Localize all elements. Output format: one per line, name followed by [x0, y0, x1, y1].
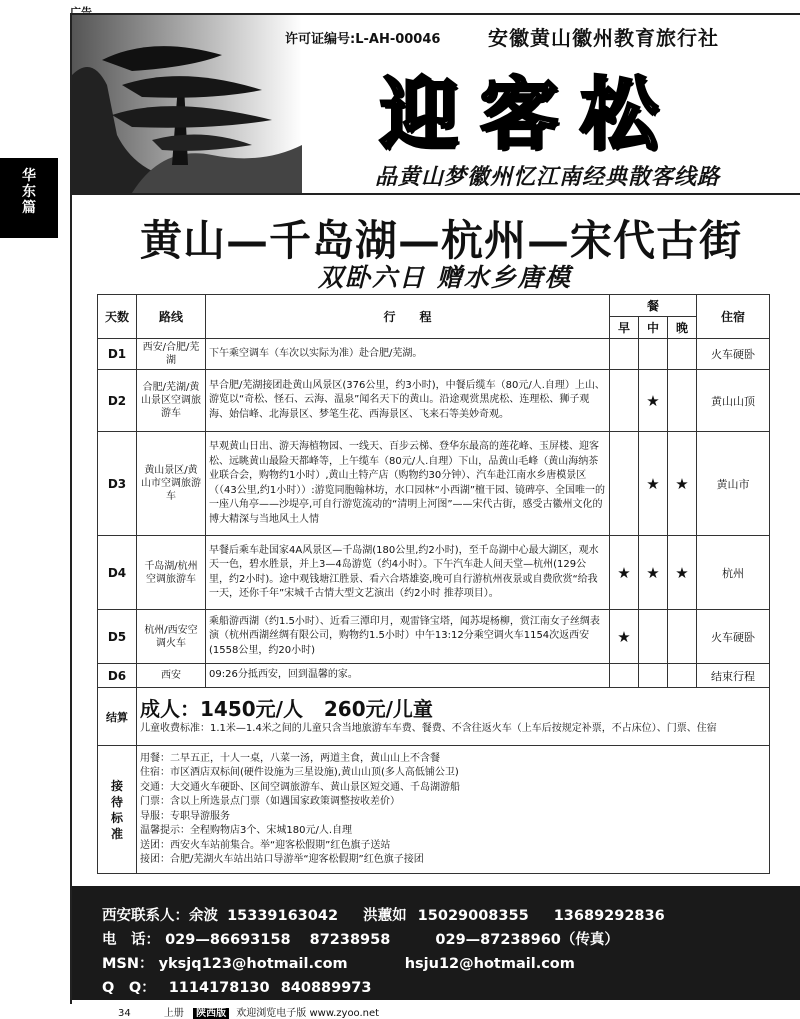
header-dinner: 晚: [668, 317, 697, 339]
itinerary-cell: 09:26分抵西安，回到温馨的家。: [206, 664, 610, 688]
contact-phone-3: 13689292836: [553, 908, 665, 924]
brand-title: 迎客松: [380, 69, 681, 160]
qq-value-1: 1114178130: [168, 980, 270, 996]
reception-row: [98, 746, 770, 874]
table-row: [98, 536, 770, 610]
day-cell: D3: [98, 432, 137, 536]
table-row: [98, 610, 770, 664]
header-stay: 住宿: [697, 295, 770, 339]
stay-cell: 黄山市: [697, 432, 770, 536]
lunch-cell: ★: [639, 536, 668, 610]
contact-phone-2: 15029008355: [417, 908, 529, 924]
fax-value: 029—87238960（传真）: [435, 932, 619, 948]
itinerary-cell: 早餐后乘车赴国家4A风景区—千岛湖(180公里,约2小时)，至千岛湖中心最大湖区，观水天一色，碧水胜景，并上3—4岛游览（约4小时）。下午汽车赴人间天堂—杭州(129公里，约2小时)。途中观钱塘江胜景、看六合塔雄姿,晚可自行游杭州夜景或自费欣赏“给我一天，还你千年”宋城千古情大型文艺演出（约2小时 推荐项目）。: [206, 536, 610, 610]
reception-line: 导服：专职导游服务: [140, 810, 230, 822]
reception-line: 送团：西安火车站前集合。举“迎客松假期”红色旗子送站: [140, 839, 391, 851]
side-tab-char: 华: [22, 168, 36, 184]
page-footer: [118, 1004, 379, 1019]
contact-line-4: [102, 976, 372, 997]
itinerary-cell: 下午乘空调车（车次以实际为准）赴合肥/芜湖。: [206, 339, 610, 370]
phone-value-2: 87238958: [309, 932, 391, 948]
settlement-label: 结算: [98, 688, 137, 746]
price-line: [140, 696, 766, 722]
settlement-row: [98, 688, 770, 746]
header-day: 天数: [98, 295, 137, 339]
side-tab-east-china: [0, 158, 58, 238]
lunch-cell: [639, 339, 668, 370]
reception-label-text: 接待标准: [110, 778, 123, 841]
phone-value-1: 029—86693158: [165, 932, 291, 948]
itinerary-cell: 早观黄山日出、游天海植物园、一线天、百步云梯、登华东最高的莲花峰、玉屏楼、迎客松、远眺黄山最险天都峰等，上午缆车（80元/人.自理）下山，品黄山毛峰（黄山海纳茶业联合会，购物约1小时）,黄山土特产店（购物约30分钟）、汽车赴江南水乡唐模景区（（43公里,约1小时））:游览同胞翰林坊，水口园林“小西湖”檀干园、镜碑亭、全国唯一的一座八角亭——沙堤亭,可自行游览流动的“清明上河图”——宋代古街，感受古徽州文化的博大精深与当地风土人情: [206, 432, 610, 536]
lunch-cell: [639, 610, 668, 664]
header-itinerary: 行 程: [206, 295, 610, 339]
price-child: 260元/儿童: [323, 697, 433, 722]
settlement-cell: [137, 688, 770, 746]
stay-cell: 火车硬卧: [697, 610, 770, 664]
reception-line: 住宿：市区酒店双标间(硬件设施为三星设施),黄山山顶(多人高低铺公卫): [140, 767, 459, 778]
volume-label: 上册: [163, 1008, 184, 1019]
qq-label: Q Q：: [102, 980, 156, 996]
dinner-cell: [668, 664, 697, 688]
route-cell: 合肥/芜湖/黄山景区空调旅游车: [137, 370, 206, 432]
dinner-cell: ★: [668, 432, 697, 536]
msn-label: MSN：: [102, 956, 154, 972]
itinerary-cell: 乘船游西湖（约1.5小时）、近看三潭印月，观雷锋宝塔，闻苏堤杨柳，赏江南女子丝绸表演（杭州西湖丝绸有限公司，购物约1.5小时）中午13:12分乘空调火车1154次返西安(1558公里，约20小时): [206, 610, 610, 664]
itinerary-table: [97, 294, 770, 874]
breakfast-cell: [610, 370, 639, 432]
table-row: [98, 432, 770, 536]
reception-label: [98, 746, 137, 874]
breakfast-cell: [610, 664, 639, 688]
dinner-cell: ★: [668, 536, 697, 610]
price-adult: 成人：1450元/人: [140, 697, 303, 722]
header-breakfast: 早: [610, 317, 639, 339]
route-cell: 千岛湖/杭州空调旅游车: [137, 536, 206, 610]
breakfast-cell: [610, 432, 639, 536]
header-meals: 餐: [610, 295, 697, 317]
lunch-cell: ★: [639, 370, 668, 432]
dinner-cell: [668, 339, 697, 370]
license-number: 许可证编号:L-AH-00046: [285, 32, 441, 47]
reception-line: 温馨提示：全程购物店3个、宋城180元/人.自理: [140, 825, 352, 836]
contact-panel: [72, 886, 800, 1000]
route-cell: 西安: [137, 664, 206, 688]
table-row: [98, 370, 770, 432]
day-cell: D5: [98, 610, 137, 664]
lunch-cell: ★: [639, 432, 668, 536]
msn-value-2: hsju12@hotmail.com: [404, 956, 575, 972]
header-divider: [72, 193, 800, 195]
day-cell: D6: [98, 664, 137, 688]
day-cell: D1: [98, 339, 137, 370]
stay-cell: 杭州: [697, 536, 770, 610]
qq-value-2: 840889973: [280, 980, 372, 996]
breakfast-cell: [610, 339, 639, 370]
agency-name: 安徽黄山徽州教育旅行社: [488, 26, 719, 50]
header-route: 路线: [137, 295, 206, 339]
dinner-cell: [668, 370, 697, 432]
reception-line: 用餐：二早五正，十人一桌，八菜一汤，两道主食，黄山山上不含餐: [140, 752, 440, 764]
reception-line: 交通：大交通火车硬卧、区间空调旅游车、黄山景区短交通、千岛湖游船: [140, 781, 460, 793]
contact-line-1: [102, 904, 665, 925]
route-cell: 杭州/西安空调火车: [137, 610, 206, 664]
child-note: 儿童收费标准：1.1米—1.4米之间的儿童只含当地旅游车车费、餐费、不含往返火车（上车后按规定补票，不占床位）、门票、住宿: [140, 723, 717, 735]
route-title: 黄山—千岛湖—杭州—宋代古街: [140, 216, 743, 265]
route-subtitle: 双卧六日 赠水乡唐模: [318, 263, 572, 292]
phone-label: 电 话：: [102, 932, 160, 948]
breakfast-cell: ★: [610, 536, 639, 610]
contact-person-1: 西安联系人：余波: [102, 908, 218, 924]
edition-badge: 陕西版: [193, 1008, 229, 1019]
msn-value-1: yksjq123@hotmail.com: [158, 956, 348, 972]
stay-cell: 火车硬卧: [697, 339, 770, 370]
stay-cell: 结束行程: [697, 664, 770, 688]
page-number: 34: [118, 1008, 131, 1019]
day-cell: D2: [98, 370, 137, 432]
contact-phone-1: 15339163042: [227, 908, 339, 924]
side-tab-char: 东: [22, 184, 36, 200]
contact-person-2: 洪蕙如: [363, 908, 407, 924]
table-row: [98, 664, 770, 688]
day-cell: D4: [98, 536, 137, 610]
dinner-cell: [668, 610, 697, 664]
lunch-cell: [639, 664, 668, 688]
contact-line-2: [102, 928, 619, 949]
route-cell: 西安/合肥/芜湖: [137, 339, 206, 370]
route-cell: 黄山景区/黄山市空调旅游车: [137, 432, 206, 536]
itinerary-cell: 早合肥/芜湖接团赴黄山风景区(376公里，约3小时)，中餐后缆车（80元/人.自理）上山、游览以“奇松、怪石、云海、温泉”闻名天下的黄山。沿途观赏黑虎松、连理松、狮子观海、始信峰、北海景区、梦笔生花、西海景区、飞来石等美妙奇观。: [206, 370, 610, 432]
slogan: 品黄山梦徽州忆江南经典散客线路: [375, 164, 721, 190]
contact-line-3: [102, 952, 575, 973]
welcome-text: 欢迎浏览电子版 www.zyoo.net: [236, 1008, 380, 1019]
stay-cell: 黄山山顶: [697, 370, 770, 432]
reception-line: 接团：合肥/芜湖火车站出站口导游举“迎客松假期”红色旗子接团: [140, 854, 424, 865]
table-row: [98, 339, 770, 370]
reception-line: 门票：含以上所选景点门票（如遇国家政策调整按收差价）: [140, 796, 400, 807]
breakfast-cell: ★: [610, 610, 639, 664]
reception-cell: [137, 746, 770, 874]
side-tab-char: 篇: [22, 200, 36, 216]
pine-tree-illustration: [72, 15, 302, 193]
header-lunch: 中: [639, 317, 668, 339]
